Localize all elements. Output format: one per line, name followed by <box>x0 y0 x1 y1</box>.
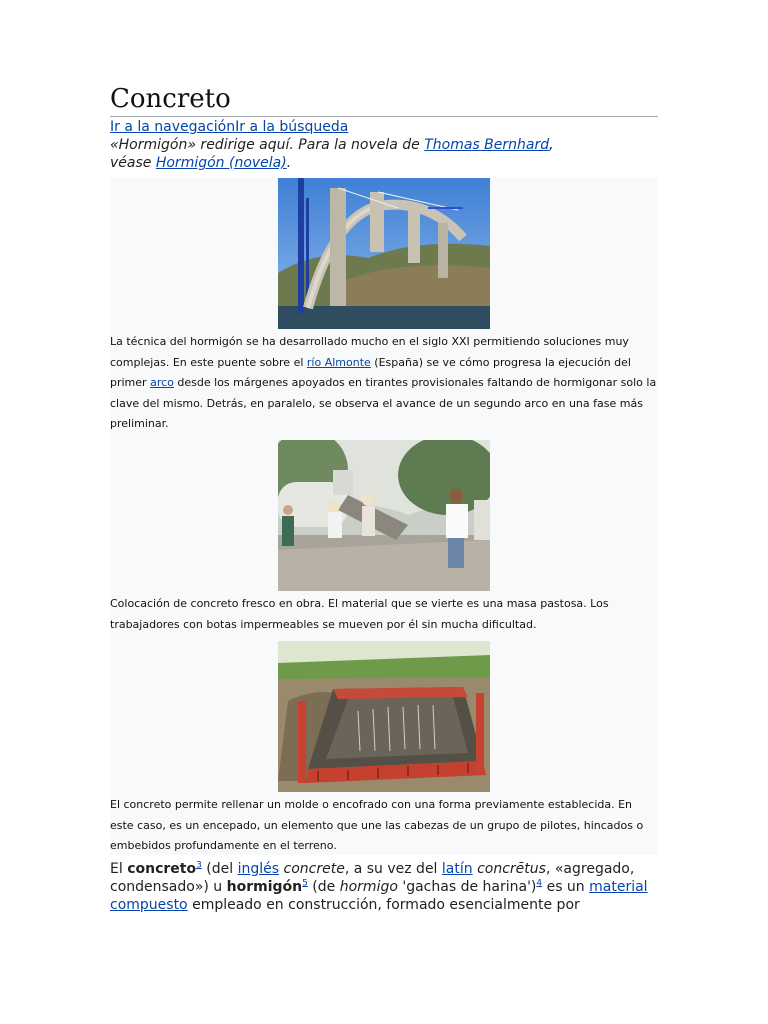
skip-links <box>110 119 348 135</box>
hormigon-novela-link[interactable]: Hormigón (novela) <box>155 155 287 171</box>
pouring-photo-image <box>278 440 490 591</box>
formwork-photo-image <box>278 641 490 792</box>
intro-text: (del <box>201 861 238 877</box>
skip-to-navigation-link[interactable]: Ir a la navegación <box>110 119 236 135</box>
hatnote-suffix: . <box>286 155 292 171</box>
caption-1-part3: desde los márgenes apoyados en tirantes provisionales faltando de hormigonar solo la clave del mismo. Detrás, en paralelo, se observa el avance de un segundo arco en una fase más preliminar. <box>110 376 657 430</box>
intro-text: es un <box>542 879 590 895</box>
skip-to-search-link[interactable]: Ir a la búsqueda <box>235 119 349 135</box>
formwork-photo[interactable] <box>278 641 490 792</box>
intro-paragraph <box>110 860 658 914</box>
latin-link[interactable]: latín <box>441 861 473 877</box>
intro-text: 'gachas de harina') <box>397 879 537 895</box>
bridge-photo-image <box>278 178 490 329</box>
ingles-link[interactable]: inglés <box>237 861 280 877</box>
reference-4-link[interactable]: 4 <box>536 878 543 889</box>
title-divider <box>110 116 658 117</box>
thomas-bernhard-link[interactable]: Thomas Bernhard <box>424 137 550 153</box>
reference-3-link[interactable]: 3 <box>196 860 202 871</box>
concretus-term: concrētus <box>477 861 546 877</box>
intro-text: empleado en construcción, formado esencialmente por <box>187 897 580 913</box>
hatnote <box>110 136 658 172</box>
rio-almonte-link[interactable]: río Almonte <box>306 355 371 369</box>
intro-text: , a su vez del <box>344 861 442 877</box>
page-title: Concreto <box>110 84 231 114</box>
hormigon-term: hormigón <box>226 879 303 895</box>
caption-1-part1: La técnica del hormigón se ha desarrollado mucho en el siglo XXI permitiendo soluciones muy complejas. En este puente sobre el <box>110 335 629 369</box>
intro-text: (de <box>307 879 340 895</box>
hatnote-prefix: «Hormigón» redirige aquí. Para la novela de <box>110 137 425 153</box>
material-compuesto-link[interactable]: material compuesto <box>110 879 648 913</box>
bridge-photo-caption <box>110 332 658 435</box>
pouring-photo-caption: Colocación de concreto fresco en obra. El material que se vierte es una masa pastosa. Los trabajadores con botas impermeables se mueven por él sin mucha dificultad. <box>110 597 609 631</box>
formwork-photo-caption: El concreto permite rellenar un molde o encofrado con una forma previamente establecida. En este caso, es un encepado, un elemento que une las cabezas de un grupo de pilotes, hincados o embebidos profundamente en el terreno. <box>110 798 644 852</box>
intro-text: , «agregado, condensado») u <box>110 861 635 895</box>
arco-link[interactable]: arco <box>150 376 174 389</box>
hatnote-line2-prefix: véase <box>110 155 156 171</box>
hormigo-term: hormigo <box>339 879 398 895</box>
bridge-construction-photo[interactable] <box>278 178 490 329</box>
caption-1-part2: (España) se ve cómo progresa la ejecución del primer <box>110 355 631 389</box>
reference-5-link[interactable]: 5 <box>302 878 308 889</box>
hatnote-middle: , <box>549 137 554 153</box>
concrete-term: concrete <box>283 861 345 877</box>
concrete-pouring-photo[interactable] <box>278 440 490 591</box>
intro-text: El <box>110 861 128 877</box>
concreto-term: concreto <box>127 861 197 877</box>
